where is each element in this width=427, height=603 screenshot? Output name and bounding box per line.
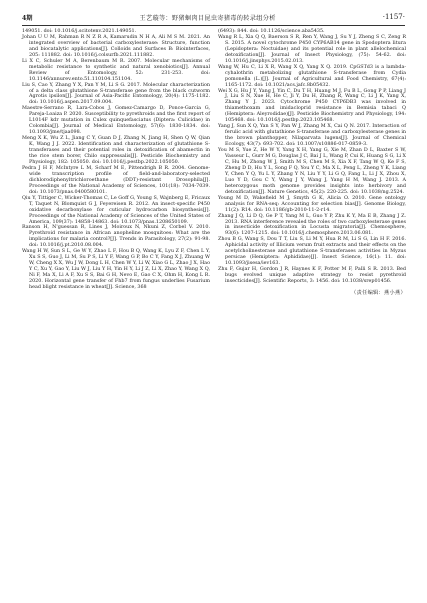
reference-entry: Johan U U M, Rahman R N Z R A, Kamarudin N H A, Ali M S M. 2021. An integrated overview of bacterial carboxylesterase: Structure, function and biocatalytic applications[J]. Colloids and Surfaces B: Biointerfaces, 205: 111882. doi: 10.1016/j.colsurfb.2021.111882. [22,33,210,58]
reference-entry: Wang H W, Sun S L, Ge W Y, Zhao L F, Hou B Q, Wang K, Lyu Z F, Chen L Y, Xu S S, Guo J, Li M, Su P S, Li Y F, Wang G P, Bo C Y, Fang X J, Zhuang W W, Cheng X X, Wu J W, Dong L H, Chen W Y, Li W, Xiao G L, Zhao J X, Hao Y C, Xu Y, Gao Y, Liu W J, Liu Y H, Yin H Y, Li J Z, Li X, Zhao Y, Wang X Q, Ni F, Ma X, Li A F, Xu S S, Bai G H, Nevo E, Gao C X, Ohm H, Kong L R. 2020. Horizontal gene transfer of Fhb7 from fungus underlies Fusarium head blight resistance in wheat[J]. Science, 368 [22,248,210,290]
reference-entry: Zhou B G, Wang S, Dou T T, Liu S, Li M Y, Hua R M, Li S G, Lin H F. 2016. Aphicidal activity of Illicium verum fruit extracts and their effects on the acetylcholinesterase and glutathione S-transferases activities in Myzus persicae (Hemiptera: Aphididae)[J]. Insect Science, 16(1): 11. doi: 10.1093/jisesa/iev163. [218,236,406,267]
reference-entry: (6493): 844. doi: 10.1126/science.aba5435. [218,28,325,34]
reference-entry: Wang W, Hu C, Li X R, Wang X Q, Yang X Q. 2019. CpGSTd3 is a lambda-cyhalothrin metabolizing glutathione S-transferase from Cydia pomonella (L.)[J]. Journal of Agricultural and Food Chemistry, 67(4): 1165-1172. doi: 10.1021/acs.jafc.8b05432. [218,63,406,88]
reference-entry: Pedra J H F, McIntyre L M, Scharf M E, Pittendrigh B R. 2004. Genome-wide transcription profile of field-and-laboratory-selected dichlorodiphenyltrichloroethane (DDT)-resistant Drosophila[J]. Proceedings of the National Academy of Sciences, 101(18): 7034-7039. doi: 10.1073/pnas.0400580101. [22,164,210,195]
reference-entry: Zhu F, Gujar H, Gordon J R, Haynes K F, Potter M F, Palli S R. 2013. Bed bugs evolved unique adaptive strategy to resist pyrethroid insecticides[J]. Scientific Reports, 3: 1456. doi: 10.1038/srep01456. [218,266,406,285]
reference-entry: 149051. doi: 10.1016/j.scitotenv.2021.149051. [22,28,137,34]
header-rule [22,25,405,26]
reference-entry: Wang R L, Xia Q Q, Baerson S R, Ren Y, Wang J, Su Y J, Zheng S C, Zeng R S. 2015. A novel cytochrome P450 CYP6AB14 gene in Spodoptera litura (Lepidoptera: Noctuidae) and its potential role in plant allelochemical detoxification[J]. Journal of Insect Physiology, (75): 54-62. doi: 10.1016/j.jinsphys.2015.02.013. [218,33,406,64]
reference-column-right [218,29,406,297]
reference-entry: Zhang J Q, Li D Q, Ge P T, Yang M L, Guo Y P, Zhu K Y, Ma E B, Zhang J Z. 2013. RNA interference revealed the roles of two carboxylesterase genes in insecticide detoxification in Locusta migratoria[J]. Chemosphere, 93(6): 1207-1215. doi: 10.1016/j.chemosphere.2013.06.081. [218,212,406,237]
running-title: 王艺璇等：野猪蛔肉目昆虫寄猪毒的转录组分析 [139,14,276,22]
page-number: ·1157· [382,13,405,21]
editor-note: （责任编辑：燕小燕） [351,289,406,296]
reference-entry: Liu S, Cao Y, Zhang Y X, Pan Y M, Li S G. 2017. Molecular characterization of a delta class glutathione S-transferase gene from the black cutworm Agrotis ipsilon[J]. Journal of Asia-Pacific Entomology, 20(4): 1175-1182. doi: 10.1016/j.aspen.2017.09.004. [22,81,210,106]
reference-entry: Qiu Y, Tittiger C, Wicker-Thomas C, Le Goff G, Young S, Wajnberg E, Fricaux T, Taquet N, Blomquist G J, Feyereisen R. 2012. An insect-specific P450 oxidative decarbonylase for cuticular hydrocarbon biosynthesis[J]. Proceedings of the National Academy of Sciences of the United States of America, 109(37): 14858-14863. doi: 10.1073/pnas.1208650109. [22,194,210,225]
reference-column-left [22,29,210,291]
reference-entry: Ranson H, N'guessan R, Lines J, Moiroux N, Nkuni Z, Corbel V. 2010. Pyrethroid resistance in African anopheline mosquitoes: What are the implications for malaria control?[J]. Trends in Parasitology, 27(2): 91-98. doi: 10.1016/j.pt.2010.08.004. [22,224,210,249]
issue-number: 4期 [22,14,33,22]
reference-entry: Young M D, Wakefield M J, Smyth G K, Alicia O. 2010. Gene ontology analysis for RNA-seq: Accounting for selection bias[J]. Genome Biology, 11(2): R14. doi: 10.1186/gb-2010-11-2-r14. [218,194,406,213]
reference-entry: Yang J, Sun X Q, Yan S Y, Pan W J, Zhang M X, Cai Q N. 2017. Interaction of ferulic acid with glutathione S-transferase and carboxylesterase genes in the brown planthopper, Nilaparvata lugens[J]. Journal of Chemical Ecology, 43(7): 693-702. doi: 10.1007/s10886-017-0859-3. [218,123,406,148]
reference-entry: Li X C, Schuler M A, Berenbaum M R. 2007. Molecular mechanisms of metabolic resistance to synthetic and natural xenobiotics[J]. Annual Review of Entomology, 52: 231-253. doi: 10.1146/annurev.ento.51.110104.151104. [22,57,210,82]
reference-entry: Maestre-Serrano R, Lara-Cobos J, Gomez-Camargo D, Ponce-Garcia G, Pareja-Loaiza P. 2020. Susceptibility to pyrethroids and the first report of L1014F kdr mutation in Culex quinquefasciatus (Diptera: Culicidae) in Colombia[J]. Journal of Medical Entomology, 57(6): 1830-1834. doi: 10.1093/jme/tjaa098. [22,105,210,136]
page-header [22,11,405,23]
reference-entry: Meng X K, Wu Z L, Jiang C Y, Guan D J, Zhang N, Jiang H, Shen Q W, Qian K, Wang J J. 2022. Identification and characterization of glutathione S-transferases and their potential roles in detoxification of abamectin in the rice stem borer, Chilo suppressalis[J]. Pesticide Biochemistry and Physiology, 182: 105050. doi: 10.1016/j.pestbp.2022.105050. [22,135,210,165]
reference-entry: Wei X G, Hu J Y, Yang J, Yin C, Du T H, Huang M J, Fu B L, Gong P P, Liang J J, Liu S N, Xue H, He C, Ji Y, Du H, Zhang R, Wang C, Li J K, Yang X, Zhang Y J. 2023. Cytochrome P450 CYP6DB3 was involved in thiamethoxam and imidacloprid resistance in Bemisia tabaci Q (Hemiptera: Aleyrodidae)[J]. Pesticide Biochemistry and Physiology, 194: 105468. doi: 10.1016/j.pestbp.2023.105468. [218,87,406,124]
reference-entry: You M S, Yue Z, He W Y, Yang X H, Yang G, Xie M, Zhan D L, Baxter S W, Vasseur L, Gurr M G, Douglas J C, Bai J L, Wang P, Cui K, Huang S G, Li X C, Hu M, Zhong W J, Smith M S, Chen M S, Xia X F, Tang W Q, Ke F S, Zheng D D, Hu Y L, Song F Q, You Y C, Ma X L, Peng L, Zheng Y K, Liang Y, Chen Y Q, Yu L Y, Zhang Y N, Liu Y Y, Li G Q, Fang L, Li J X, Zhou X, Luo Y D, Gou C Y, Wang J Y, Wang J, Yang H M, Wang J. 2013. A heterozygous moth genome provides insights into herbivory and detoxification[J]. Nature Genetics, 45(2): 220-225. doi: 10.1038/ng.2524. [218,147,406,195]
